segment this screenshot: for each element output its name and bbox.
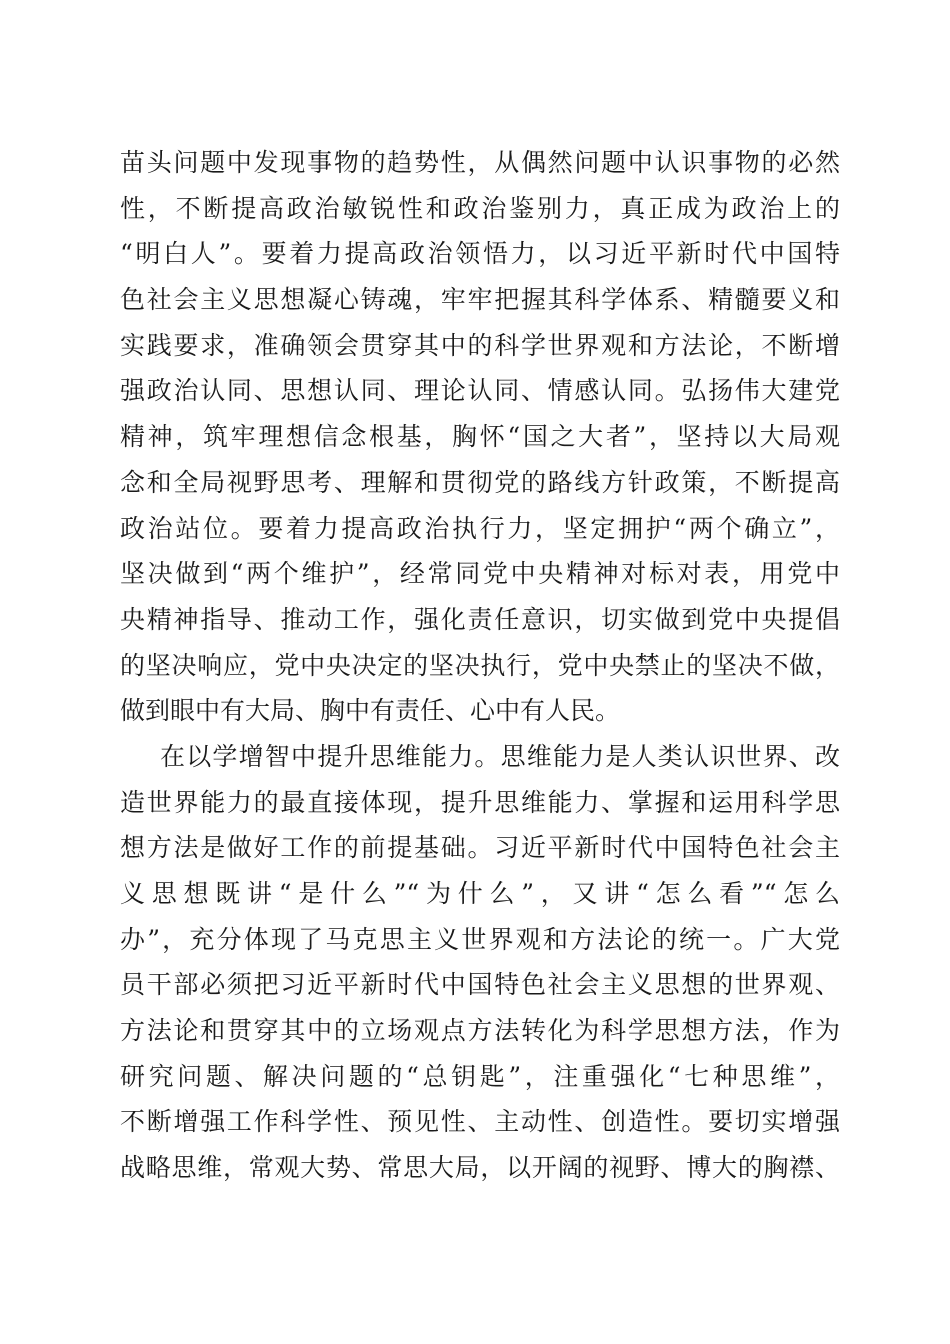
text-line: 员干部必须把习近平新时代中国特色社会主义思想的世界观、 <box>120 970 840 1000</box>
text-line: 办”，充分体现了马克思主义世界观和方法论的统一。广大党 <box>120 924 840 954</box>
paragraph <box>120 140 840 734</box>
text-line: 精神，筑牢理想信念根基，胸怀“国之大者”，坚持以大局观 <box>120 422 840 452</box>
text-line: 的坚决响应，党中央决定的坚决执行，党中央禁止的坚决不做， <box>120 650 840 680</box>
text-line: 坚决做到“两个维护”，经常同党中央精神对标对表，用党中 <box>120 559 840 589</box>
text-line: 研究问题、解决问题的“总钥匙”，注重强化“七种思维”， <box>120 1061 840 1091</box>
text-line: 实践要求，准确领会贯穿其中的科学世界观和方法论，不断增 <box>120 330 840 360</box>
body-text <box>120 140 840 1191</box>
text-line: 央精神指导、推动工作，强化责任意识，切实做到党中央提倡 <box>120 604 840 634</box>
text-line: 造世界能力的最直接体现，提升思维能力、掌握和运用科学思 <box>120 787 840 817</box>
text-line: 想方法是做好工作的前提基础。习近平新时代中国特色社会主 <box>120 833 840 863</box>
text-line: 做到眼中有大局、胸中有责任、心中有人民。 <box>120 696 621 726</box>
text-line: 强政治认同、思想认同、理论认同、情感认同。弘扬伟大建党 <box>120 376 840 406</box>
text-line: 方法论和贯穿其中的立场观点方法转化为科学思想方法，作为 <box>120 1016 840 1046</box>
text-line: 政治站位。要着力提高政治执行力，坚定拥护“两个确立”， <box>120 513 840 543</box>
text-line: 色社会主义思想凝心铸魂，牢牢把握其科学体系、精髓要义和 <box>120 285 840 315</box>
text-line: 义思想既讲“是什么”“为什么”，又讲“怎么看”“怎么 <box>120 879 840 908</box>
text-line: 不断增强工作科学性、预见性、主动性、创造性。要切实增强 <box>120 1107 840 1137</box>
paragraph <box>120 734 840 1191</box>
text-line: 苗头问题中发现事物的趋势性，从偶然问题中认识事物的必然 <box>120 148 840 177</box>
text-line: 念和全局视野思考、理解和贯彻党的路线方针政策，不断提高 <box>120 467 840 497</box>
text-line: 在以学增智中提升思维能力。思维能力是人类认识世界、改 <box>160 741 840 771</box>
text-line: “明白人”。要着力提高政治领悟力，以习近平新时代中国特 <box>120 239 840 269</box>
text-line: 性，不断提高政治敏锐性和政治鉴别力，真正成为政治上的 <box>120 193 840 223</box>
text-line: 战略思维，常观大势、常思大局，以开阔的视野、博大的胸襟、 <box>120 1153 840 1183</box>
